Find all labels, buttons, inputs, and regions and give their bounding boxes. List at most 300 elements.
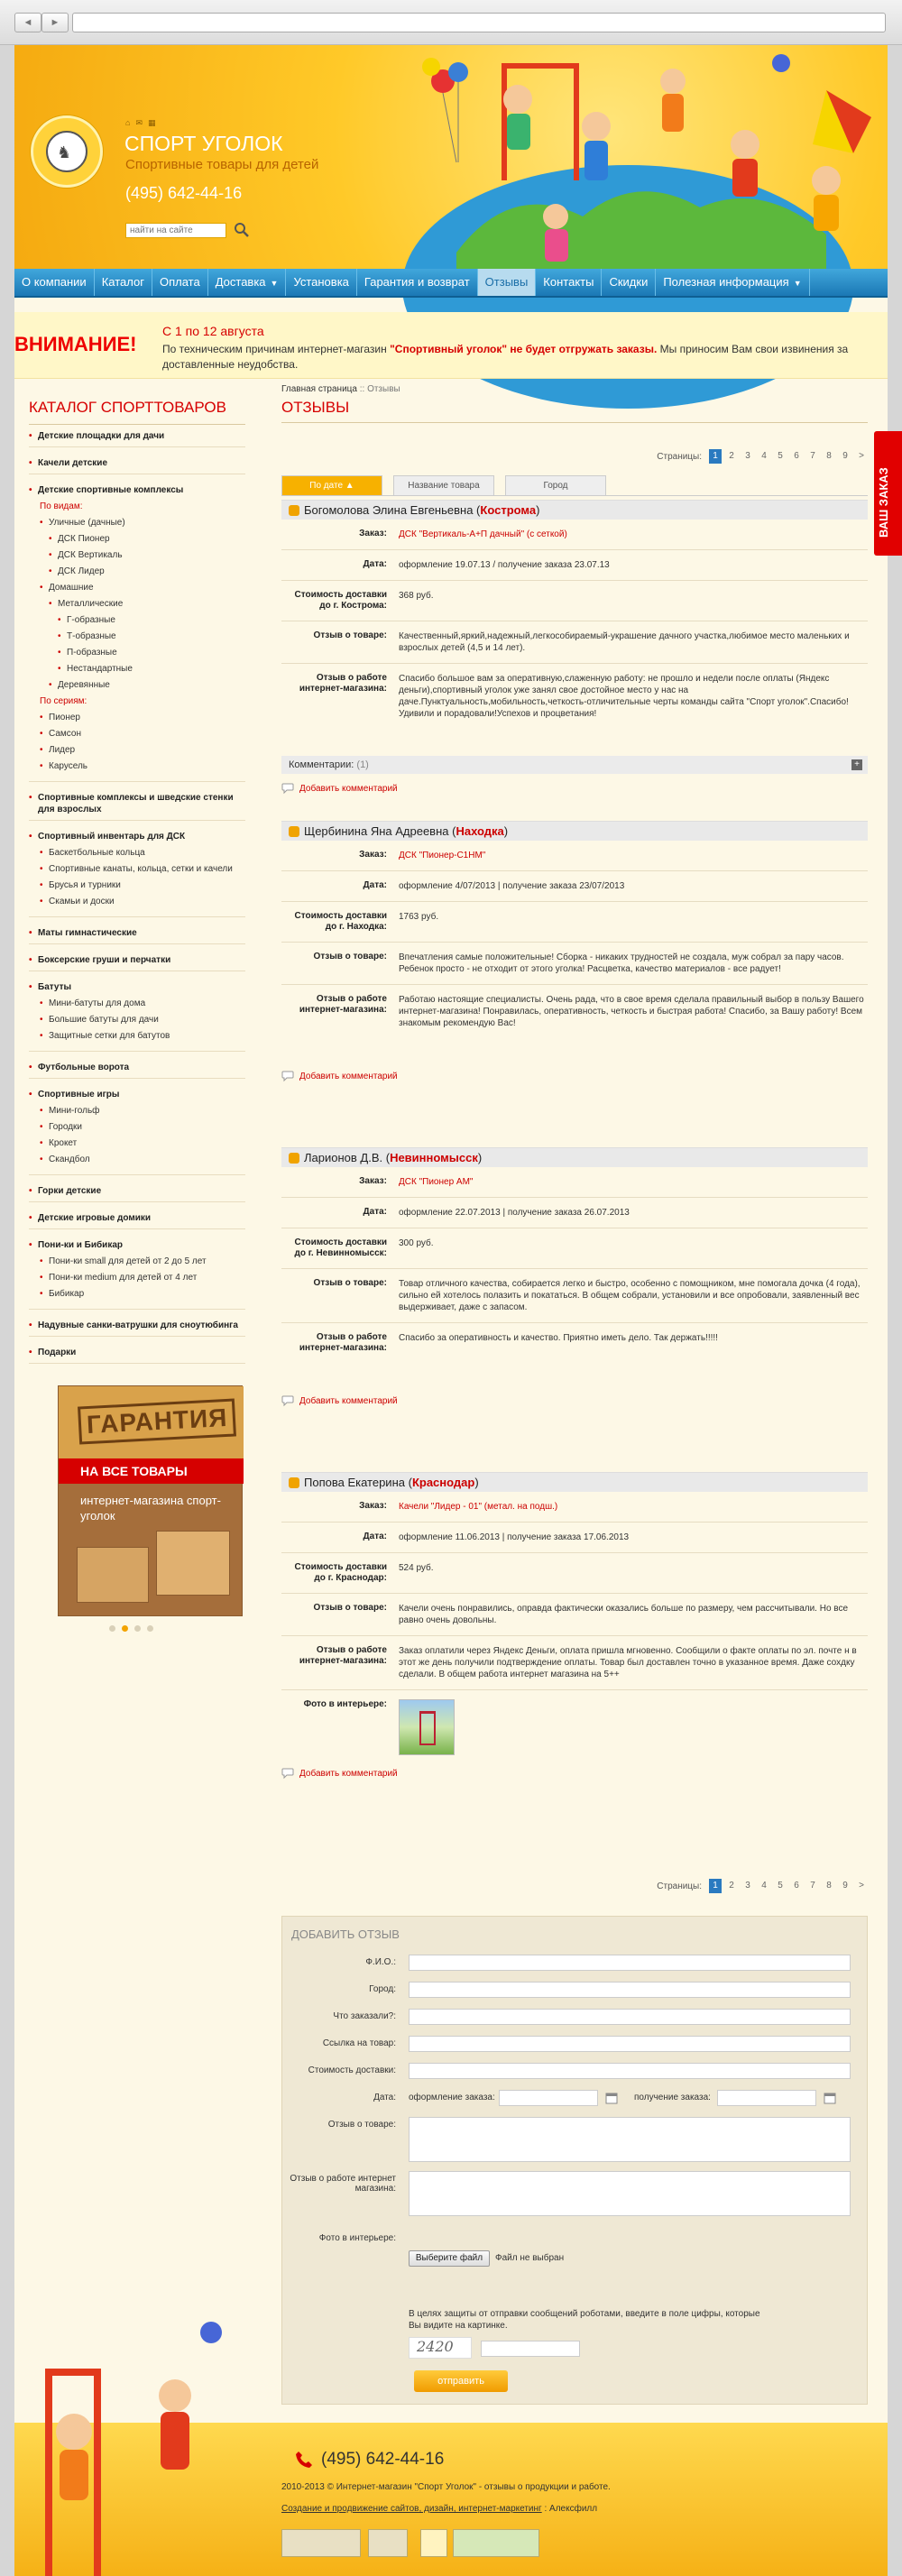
catalog-sublink[interactable]: • Т-образные <box>58 630 245 642</box>
review-row <box>281 1553 868 1594</box>
delivery-input[interactable] <box>409 2063 851 2079</box>
label-delivery <box>281 1228 394 1268</box>
user-icon <box>289 1477 299 1488</box>
shop-textarea[interactable] <box>409 2171 851 2216</box>
reviewer-name: Ларионов Д.В. <box>304 1151 383 1164</box>
pager-label: Страницы: <box>657 1881 702 1891</box>
link-input[interactable] <box>409 2036 851 2052</box>
label-order: Заказ: <box>359 1176 387 1186</box>
notice-text <box>162 342 875 373</box>
label-product: Отзыв о товаре: <box>313 1603 387 1613</box>
nav-item-discounts[interactable]: Скидки <box>602 269 656 296</box>
captcha-image: 2420 <box>409 2337 472 2359</box>
form-title: ДОБАВИТЬ ОТЗЫВ <box>291 1927 400 1941</box>
expand-icon[interactable]: + <box>851 759 862 770</box>
review-row <box>281 871 868 902</box>
breadcrumb-current: Отзывы <box>367 384 400 394</box>
page-link[interactable]: 6 <box>794 1881 799 1891</box>
sort-tabs <box>281 475 868 496</box>
order-link[interactable]: Качели "Лидер - 01" (метал. на подш.) <box>399 1502 558 1512</box>
label-date: Дата: <box>363 1207 387 1217</box>
order-link[interactable]: ДСК "Вертикаль-А+П дачный" (с сеткой) <box>399 529 567 539</box>
label-delivery-pre: Стоимость доставки <box>294 1562 387 1572</box>
interior-photo[interactable] <box>399 1699 455 1755</box>
catalog-sublink[interactable]: • Г-образные <box>58 614 245 626</box>
back-button[interactable]: ◄ <box>14 13 41 32</box>
reviewer-city: Кострома <box>480 503 537 517</box>
site-footer <box>14 2423 888 2576</box>
page-link[interactable]: 8 <box>826 1881 832 1891</box>
review-row <box>281 902 868 943</box>
catalog-link[interactable]: • Маты гимнастические <box>29 927 245 939</box>
catalog-group-label: По сериям: <box>40 696 87 706</box>
kids-illustration <box>31 2314 247 2576</box>
guarantee-band: НА ВСЕ ТОВАРЫ <box>59 1458 244 1484</box>
label-delivery-pre: Стоимость доставки <box>294 911 387 921</box>
developer-name[interactable]: Алексфилл <box>549 2504 598 2514</box>
review-row <box>281 943 868 985</box>
search-input[interactable] <box>125 223 226 238</box>
page-link[interactable]: 7 <box>810 451 815 461</box>
catalog-sublist <box>29 847 245 907</box>
date-label: Дата: <box>373 2093 396 2102</box>
catalog-sublink[interactable]: • Городки <box>40 1121 245 1133</box>
add-comment-link[interactable]: Добавить комментарий <box>299 783 398 794</box>
what-input[interactable] <box>409 2009 851 2025</box>
header-icons[interactable] <box>125 118 161 128</box>
developer-link[interactable]: Создание и продвижение сайтов, дизайн, интернет-маркетинг <box>281 2504 542 2514</box>
catalog-item <box>29 954 245 971</box>
search-icon[interactable] <box>234 222 249 237</box>
reviewer-city: Краснодар <box>411 1476 475 1489</box>
date-receive-label: получение заказа: <box>634 2093 711 2102</box>
catalog-sublink[interactable]: • Мини-батуты для дома <box>40 998 245 1009</box>
catalog-item <box>29 1212 245 1229</box>
review-order <box>394 520 868 549</box>
catalog-item <box>29 430 245 447</box>
add-review-form <box>281 1916 868 2405</box>
nav-item-installation[interactable]: Установка <box>286 269 356 296</box>
label-shop: Отзыв о работе интернет-магазина: <box>299 994 387 1015</box>
catalog-sublink[interactable]: • Деревянные <box>49 679 245 691</box>
user-icon <box>289 1153 299 1164</box>
catalog-link[interactable]: • Боксерские груши и перчатки <box>29 954 245 966</box>
catalog-link[interactable]: • Футбольные ворота <box>29 1062 245 1073</box>
review-row <box>281 664 868 729</box>
what-label: Что заказали?: <box>333 2011 396 2021</box>
label-delivery-pre: Стоимость доставки <box>294 590 387 600</box>
product-label: Отзыв о товаре: <box>327 2120 396 2130</box>
review-header: Попова Екатерина (Краснодар) <box>281 1472 868 1492</box>
page-link[interactable]: 2 <box>729 1881 734 1891</box>
city-label: Город: <box>369 1984 396 1994</box>
catalog-group-label: По видам: <box>40 501 83 511</box>
home-icon[interactable]: ⌂ <box>125 118 136 127</box>
slider-dot-active[interactable] <box>122 1625 128 1632</box>
review-row <box>281 1690 868 1764</box>
guarantee-text: интернет-магазина спорт-уголок <box>80 1494 221 1523</box>
review-date: оформление 22.07.2013 | получение заказа 26.07.2013 <box>399 1208 630 1218</box>
site-subtitle: Спортивные товары для детей <box>125 157 319 172</box>
catalog-sublink[interactable]: • Самсон <box>40 728 245 740</box>
page <box>14 45 888 2576</box>
logo-emblem <box>46 131 87 172</box>
review-row <box>281 985 868 1038</box>
city-input[interactable] <box>409 1982 851 1998</box>
add-comment <box>281 1395 868 1406</box>
catalog-sublink[interactable]: • Нестандартные <box>58 663 245 675</box>
add-comment <box>281 1768 868 1779</box>
comment-bubble-icon <box>281 1395 294 1406</box>
label-delivery <box>281 902 394 942</box>
notice-text-pre: По техническим причинам интернет-магазин <box>162 343 391 355</box>
catalog-item <box>29 831 245 917</box>
comments-bar[interactable] <box>281 756 868 774</box>
review-card <box>281 1147 868 1406</box>
captcha-hint: В целях защиты от отправки сообщений роботами, введите в поле цифры, которые Вы видите на картинке. <box>409 2309 760 2331</box>
site-header <box>14 45 888 269</box>
comments-label: Комментарии: <box>289 759 354 770</box>
reviewer-name: Богомолова Элина Евгеньевна <box>304 503 474 517</box>
order-link[interactable]: ДСК "Пионер-С1НМ" <box>399 851 486 860</box>
page-link[interactable]: 6 <box>794 451 799 461</box>
catalog-item <box>29 457 245 474</box>
catalog-item <box>29 484 245 782</box>
catalog-sublink[interactable]: • Брусья и турники <box>40 879 245 891</box>
catalog-sidebar <box>29 399 245 1374</box>
label-product: Отзыв о товаре: <box>313 1278 387 1288</box>
catalog-item <box>29 1320 245 1337</box>
review-card <box>281 1472 868 1779</box>
counter-badge[interactable] <box>453 2529 539 2557</box>
hero-illustration <box>402 45 888 269</box>
slider-dot[interactable] <box>147 1625 153 1632</box>
phone-icon <box>294 2450 314 2470</box>
review-header: Щербинина Яна Адреевна (Находка) <box>281 821 868 841</box>
date-order-input[interactable] <box>499 2090 598 2106</box>
nav-item-useful-info[interactable] <box>656 269 809 296</box>
catalog-sublink[interactable]: • Скандбол <box>40 1154 245 1165</box>
comment-bubble-icon <box>281 1071 294 1081</box>
arrow-icon[interactable] <box>420 2529 447 2557</box>
page-link[interactable]: 9 <box>842 451 848 461</box>
catalog-sublink[interactable]: • Карусель <box>40 760 245 772</box>
counter-badge[interactable] <box>368 2529 408 2557</box>
review-shop: Работаю настоящие специалисты. Очень рада, что в свое время сделала правильный выбор в пользу Вашего интернет-магазина! Понравилась, оперативность, четкость и быстрая работа! Спасибо, за Вашу работу! Всем знакомым рекомендую Вас! <box>399 995 864 1028</box>
add-comment <box>281 783 868 794</box>
sort-tab-product[interactable]: Название товара <box>393 475 494 495</box>
review-card <box>281 821 868 1081</box>
goat-icon: ♞ <box>57 143 72 161</box>
catalog-item <box>29 1347 245 1364</box>
order-link[interactable]: ДСК "Пионер АМ" <box>399 1177 474 1187</box>
review-order <box>394 1492 868 1522</box>
review-delivery: 524 руб. <box>399 1563 434 1573</box>
banner-dots <box>109 1625 153 1632</box>
page-link-current[interactable]: 1 <box>709 1879 722 1893</box>
add-comment-link[interactable]: Добавить комментарий <box>299 1071 398 1081</box>
notice-text-post: Мы приносим Вам свои извинения за доставленные неудобства. <box>162 343 849 371</box>
review-row <box>281 1523 868 1553</box>
catalog-item <box>29 1185 245 1202</box>
catalog-link[interactable]: • Детские игровые домики <box>29 1212 245 1224</box>
catalog-sublink[interactable]: • ДСК Вертикаль <box>49 549 245 561</box>
review-row <box>281 841 868 871</box>
catalog-sublist <box>29 1105 245 1165</box>
your-order-label: ВАШ ЗАКАЗ <box>877 467 890 538</box>
review-row <box>281 621 868 664</box>
add-comment-link[interactable]: Добавить комментарий <box>299 1395 398 1406</box>
delivery-label: Стоимость доставки: <box>308 2065 396 2075</box>
date-receive-input[interactable] <box>717 2090 816 2106</box>
label-photo: Фото в интерьере: <box>303 1699 387 1709</box>
catalog-sublink[interactable]: • Лидер <box>40 744 245 756</box>
counter-badge[interactable] <box>281 2529 361 2557</box>
label-delivery-city: до г. Невинномысск: <box>294 1248 387 1258</box>
page-link[interactable]: 8 <box>826 451 832 461</box>
breadcrumb <box>281 384 400 394</box>
review-photo <box>394 1690 868 1764</box>
page-next[interactable]: > <box>859 451 864 461</box>
nav-item-warranty[interactable]: Гарантия и возврат <box>357 269 478 296</box>
label-delivery-city: до г. Кострома: <box>319 601 387 611</box>
catalog-sublink[interactable]: • Мини-гольф <box>40 1105 245 1117</box>
review-date: оформление 11.06.2013 | получение заказа 17.06.2013 <box>399 1532 630 1542</box>
catalog-item <box>29 1239 245 1310</box>
forward-button[interactable]: ► <box>41 13 69 32</box>
calendar-icon[interactable] <box>824 2092 836 2104</box>
page-link[interactable]: 5 <box>778 451 783 461</box>
page-link-current[interactable]: 1 <box>709 449 722 464</box>
pagination-bottom <box>281 1878 868 1894</box>
sort-tab-city[interactable]: Город <box>505 475 606 495</box>
label-shop: Отзыв о работе интернет-магазина: <box>299 1332 387 1353</box>
nav-item-about[interactable]: О компании <box>14 269 95 296</box>
catalog-item <box>29 927 245 944</box>
your-order-tab[interactable] <box>874 431 902 556</box>
review-shop: Спасибо за оперативность и качество. Приятно иметь дело. Так держать!!!!! <box>399 1333 718 1343</box>
review-card <box>281 500 868 794</box>
catalog-sublink[interactable]: • Пионер <box>40 712 245 723</box>
page-link[interactable]: 3 <box>745 1881 750 1891</box>
header-phone: (495) 642-44-16 <box>125 184 243 202</box>
review-product: Качели очень понравились, оправда фактически оказались больше по размеру, чем рассчитывали. Но все равно очень довольны. <box>399 1604 849 1625</box>
review-order <box>394 841 868 870</box>
label-shop: Отзыв о работе интернет-магазина: <box>299 673 387 694</box>
catalog-link[interactable]: • Спортивные комплексы и шведские стенки для взрослых <box>29 792 245 815</box>
pagination-top <box>281 448 868 465</box>
review-shop: Заказ оплатили через Яндекс Деньги, оплата пришла мгновенно. Сообщили о факте оплаты по эл. почте н в этот же день получили подтверждение оплаты. Товар был доставлен точно в указанное время. Даже сохдку сделали. В общем работа интернет магазина на 5++ <box>399 1646 857 1679</box>
nav-item-catalog[interactable]: Каталог <box>95 269 152 296</box>
review-row <box>281 520 868 550</box>
review-row <box>281 1228 868 1269</box>
catalog-link[interactable]: • Спортивные игры <box>29 1089 245 1100</box>
nav-item-payment[interactable]: Оплата <box>152 269 208 296</box>
box-icon <box>77 1547 149 1603</box>
catalog-sublink[interactable]: • Баскетбольные кольца <box>40 847 245 859</box>
breadcrumb-separator: :: <box>356 384 368 394</box>
catalog-title: КАТАЛОГ СПОРТТОВАРОВ <box>29 399 245 425</box>
address-bar[interactable] <box>72 13 886 32</box>
catalog-sublink[interactable]: • ДСК Лидер <box>49 566 245 577</box>
label-delivery-city: до г. Краснодар: <box>314 1573 387 1583</box>
label-shop: Отзыв о работе интернет-магазина: <box>299 1645 387 1666</box>
notice-date: С 1 по 12 августа <box>162 324 264 338</box>
catalog-link[interactable]: • Горки детские <box>29 1185 245 1197</box>
review-product: Качественный,яркий,надежный,легкособираемый-украшение дачного участка,любимое место маленьких и взрослых детей (4,5 и 14 лет). <box>399 631 850 653</box>
add-comment <box>281 1071 868 1081</box>
review-shop: Спасибо большое вам за оперативную,слаженную работу: не прошло и недели после оплаты (Яндекс деньги),спортивный уголок уже занял свое достойное место у нас на даче.Пунктуальность,мобильность,четкость-отличительные черты команды сайта "Спорт уголок".Спасибо!Удивили и порадовали!Успехов и процветания! <box>399 674 849 719</box>
catalog-link[interactable]: • Детские площадки для дачи <box>29 430 245 442</box>
reviews-content <box>281 399 868 496</box>
review-date: оформление 19.07.13 / получение заказа 23.07.13 <box>399 560 610 570</box>
catalog-sublink[interactable]: • ДСК Пионер <box>49 533 245 545</box>
link-label: Ссылка на товар: <box>322 2038 396 2048</box>
slider-dot[interactable] <box>109 1625 115 1632</box>
catalog-sublink[interactable]: • Скамьи и доски <box>40 896 245 907</box>
sort-tab-date[interactable]: По дате ▲ <box>281 475 382 495</box>
pager-label: Страницы: <box>657 451 702 462</box>
label-date: Дата: <box>363 559 387 569</box>
review-order <box>394 1167 868 1197</box>
footer-phone: (495) 642-44-16 <box>321 2450 445 2469</box>
fio-input[interactable] <box>409 1955 851 1971</box>
review-product: Впечатления самые положительные! Сборка - никаких трудностей не создала, муж собрал за пару часов. Ребенок просто - не отходит от этого уголка! Расцветка, качество материалов - все радует! <box>399 952 844 974</box>
page-link[interactable]: 4 <box>761 1881 767 1891</box>
catalog-sublink[interactable]: • Бибикар <box>40 1288 245 1300</box>
reviewer-city: Находка <box>456 824 504 838</box>
page-link[interactable]: 2 <box>729 451 734 461</box>
catalog-item <box>29 792 245 821</box>
page-link[interactable]: 4 <box>761 451 767 461</box>
page-title: ОТЗЫВЫ <box>281 399 868 423</box>
user-icon <box>289 505 299 516</box>
review-delivery: 1763 руб. <box>399 912 439 922</box>
review-row <box>281 550 868 581</box>
label-order: Заказ: <box>359 850 387 860</box>
comment-bubble-icon <box>281 783 294 794</box>
review-date: оформление 4/07/2013 | получение заказа 23/07/2013 <box>399 881 625 891</box>
comments-count: (1) <box>356 759 369 770</box>
catalog-link[interactable]: • Детские спортивные комплексы <box>29 484 245 496</box>
review-product: Товар отличного качества, собирается легко и быстро, особенно с помощником, мне помогала дочка (4 года), сильно ей хотелось полазить и покататься. В общем собрали, установили и все опробовали, заявленный вес выдерживает, даже с запасом. <box>399 1279 861 1312</box>
catalog-list <box>29 430 245 1364</box>
sitemap-icon[interactable]: ▦ <box>147 118 161 127</box>
page-link[interactable]: 7 <box>810 1881 815 1891</box>
notice-banner <box>14 312 888 379</box>
guarantee-stamp: ГАРАНТИЯ <box>78 1398 236 1444</box>
catalog-sublink[interactable]: • Пони-ки medium для детей от 4 лет <box>40 1272 245 1283</box>
review-header: Богомолова Элина Евгеньевна (Кострома) <box>281 500 868 520</box>
catalog-sublink[interactable]: • Спортивные канаты, кольца, сетки и качели <box>40 863 245 875</box>
catalog-link[interactable]: • Батуты <box>29 981 245 993</box>
catalog-sublist <box>29 998 245 1042</box>
label-order: Заказ: <box>359 1501 387 1511</box>
catalog-link[interactable]: • Пони-ки и Бибикар <box>29 1239 245 1251</box>
review-row <box>281 1167 868 1198</box>
catalog-sublink[interactable]: • Большие батуты для дачи <box>40 1014 245 1026</box>
fio-label: Ф.И.О.: <box>365 1957 396 1967</box>
nav-item-reviews[interactable]: Отзывы <box>478 269 537 296</box>
logo[interactable] <box>31 115 103 188</box>
catalog-sublink[interactable]: • Крокет <box>40 1137 245 1149</box>
reviewer-city: Невинномысск <box>390 1151 478 1164</box>
label-delivery-pre: Стоимость доставки <box>294 1237 387 1247</box>
comment-bubble-icon <box>281 1768 294 1779</box>
catalog-sublist <box>29 1256 245 1300</box>
swing-icon <box>419 1711 436 1745</box>
catalog-sublink[interactable]: • Пони-ки small для детей от 2 до 5 лет <box>40 1256 245 1267</box>
label-delivery-city: до г. Находка: <box>325 922 387 932</box>
chevron-down-icon: ▼ <box>270 279 279 288</box>
nav-item-contacts[interactable]: Контакты <box>536 269 602 296</box>
calendar-icon[interactable] <box>605 2092 618 2104</box>
review-row <box>281 581 868 621</box>
add-comment-link[interactable]: Добавить комментарий <box>299 1768 398 1779</box>
main-navigation <box>14 269 888 298</box>
label-product: Отзыв о товаре: <box>313 630 387 640</box>
reviewer-name: Щербинина Яна Адреевна <box>304 824 449 838</box>
catalog-link[interactable]: • Качели детские <box>29 457 245 469</box>
guarantee-header <box>59 1386 244 1458</box>
choose-file-button[interactable]: Выберите файл <box>409 2250 490 2267</box>
browser-toolbar <box>0 0 902 45</box>
breadcrumb-home[interactable]: Главная страница <box>281 384 357 394</box>
page-link[interactable]: 9 <box>842 1881 848 1891</box>
catalog-sublink[interactable]: • Домашние <box>40 582 245 593</box>
page-link[interactable]: 5 <box>778 1881 783 1891</box>
slider-dot[interactable] <box>134 1625 141 1632</box>
product-textarea[interactable] <box>409 2117 851 2162</box>
file-status: Файл не выбран <box>495 2253 565 2263</box>
notice-text-bold: "Спортивный уголок" не будет отгружать заказы. <box>390 343 658 355</box>
label-delivery <box>281 1553 394 1593</box>
shop-label: Отзыв о работе интернет магазина: <box>290 2174 396 2194</box>
label-date: Дата: <box>363 880 387 890</box>
nav-item-delivery[interactable] <box>208 269 287 296</box>
review-row <box>281 1269 868 1323</box>
catalog-link[interactable]: • Спортивный инвентарь для ДСК <box>29 831 245 842</box>
catalog-item <box>29 1062 245 1079</box>
photo-label: Фото в интерьере: <box>318 2233 396 2243</box>
page-next[interactable]: > <box>859 1881 864 1891</box>
label-delivery <box>281 581 394 621</box>
review-delivery: 300 руб. <box>399 1238 434 1248</box>
label-date: Дата: <box>363 1532 387 1541</box>
site-title: СПОРТ УГОЛОК <box>124 132 283 155</box>
catalog-sublink[interactable]: • Защитные сетки для батутов <box>40 1030 245 1042</box>
captcha-input[interactable] <box>481 2341 580 2357</box>
catalog-link[interactable]: • Подарки <box>29 1347 245 1358</box>
label-product: Отзыв о товаре: <box>313 952 387 961</box>
catalog-sublink[interactable]: • П-образные <box>58 647 245 658</box>
guarantee-banner[interactable] <box>58 1385 243 1616</box>
review-row <box>281 1492 868 1523</box>
mail-icon[interactable]: ✉ <box>135 118 148 127</box>
page-link[interactable]: 3 <box>745 451 750 461</box>
date-order-label: оформление заказа: <box>409 2093 495 2102</box>
reviewer-name: Попова Екатерина <box>304 1476 405 1489</box>
catalog-link[interactable]: • Надувные санки-ватрушки для сноутюбинга <box>29 1320 245 1331</box>
label-order: Заказ: <box>359 529 387 538</box>
catalog-sublink[interactable]: • Уличные (дачные) <box>40 517 245 529</box>
submit-button[interactable]: отправить <box>414 2370 508 2392</box>
review-row <box>281 1323 868 1363</box>
review-delivery: 368 руб. <box>399 591 434 601</box>
footer-copyright: 2010-2013 © Интернет-магазин "Спорт Уголок" - отзывы о продукции и работе. <box>281 2482 611 2492</box>
catalog-sublink[interactable]: • Металлические <box>49 598 245 610</box>
user-icon <box>289 826 299 837</box>
